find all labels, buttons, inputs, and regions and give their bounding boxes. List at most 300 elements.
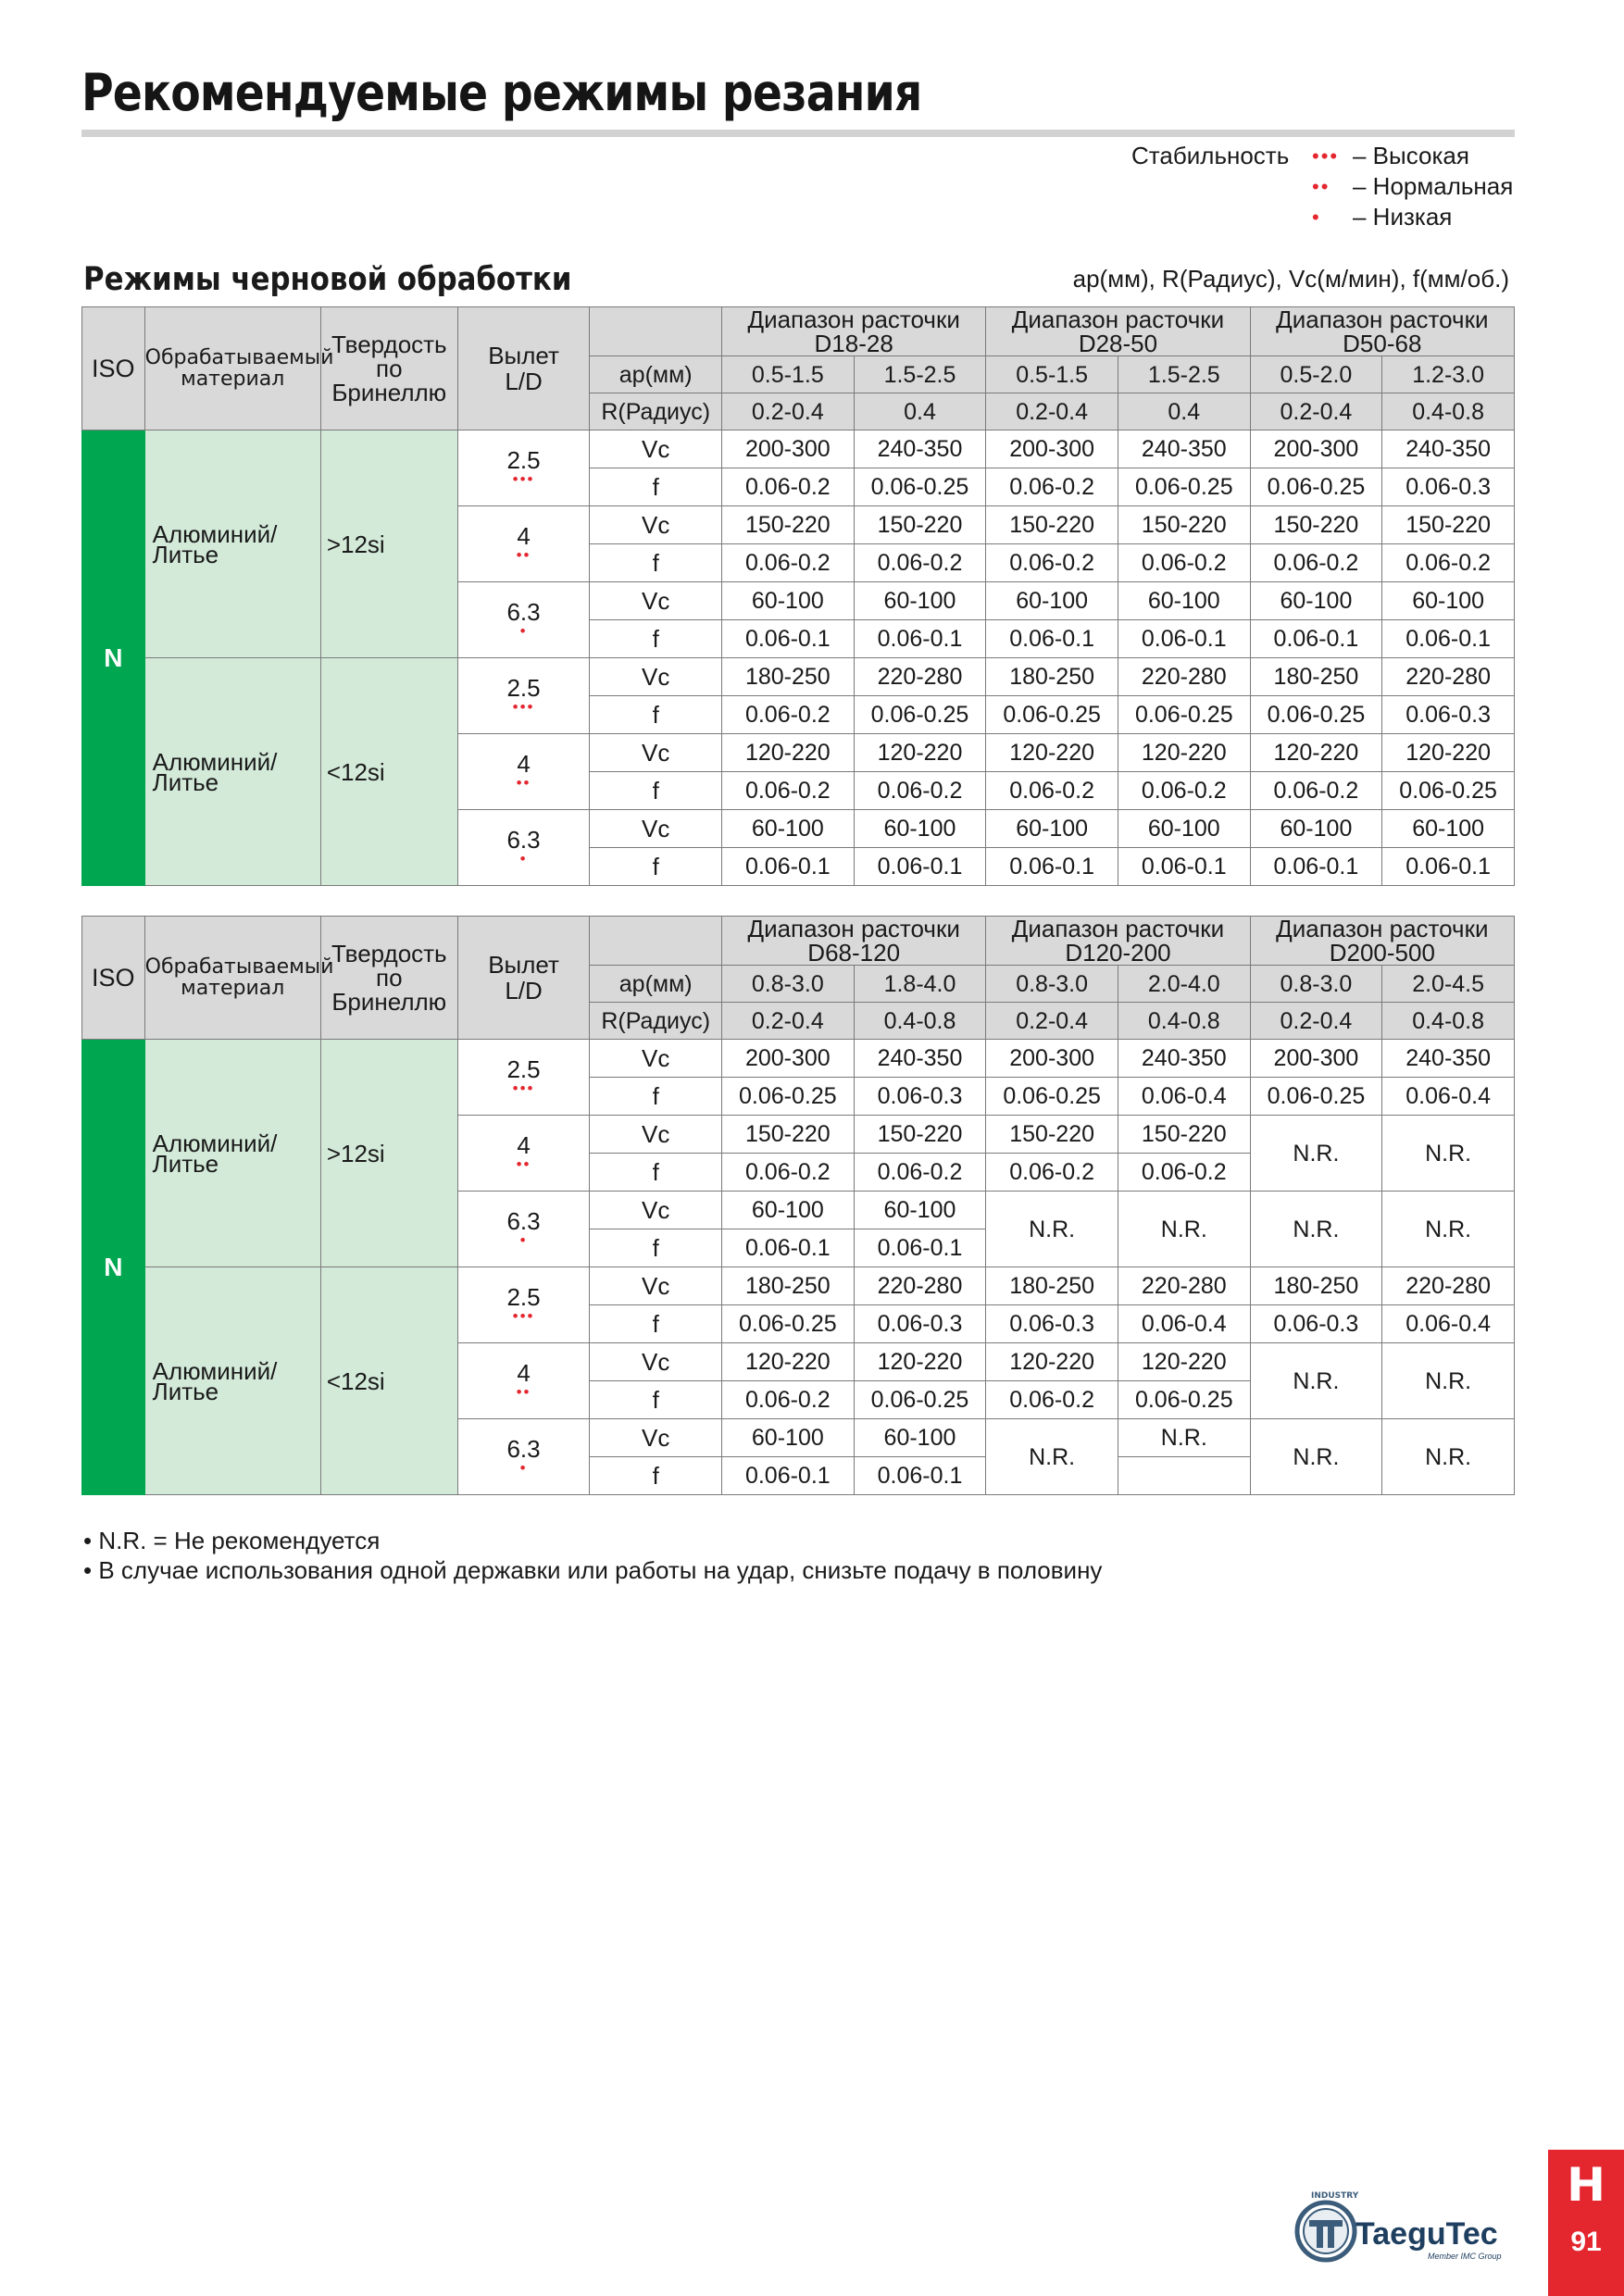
f-value: 0.06-0.1 [1382, 848, 1515, 886]
iso-group-n: N [82, 1040, 145, 1495]
radius-value: 0.2-0.4 [722, 1003, 855, 1040]
vc-value: 200-300 [1250, 430, 1382, 468]
material-line: Литье [152, 1149, 219, 1178]
f-value: 0.06-0.1 [722, 620, 855, 658]
nr-cell: N.R. [1250, 1192, 1382, 1267]
f-label: f [590, 1305, 722, 1343]
f-value: 0.06-0.2 [854, 1154, 986, 1192]
hardness-header-line: Бринеллю [331, 379, 447, 406]
legend-label: Стабильность [1131, 142, 1290, 169]
ld-value: 6.3 [506, 1434, 541, 1463]
vc-value: 180-250 [986, 658, 1118, 696]
f-label: f [590, 1381, 722, 1419]
range-label: Диапазон расточки [1276, 306, 1489, 333]
range-header [986, 917, 1250, 966]
f-value: 0.06-0.2 [1382, 544, 1515, 582]
nr-cell: N.R. [1118, 1192, 1250, 1267]
ap-value: 0.5-2.0 [1250, 356, 1382, 393]
f-value: 0.06-0.3 [986, 1305, 1118, 1343]
vc-value: 60-100 [986, 810, 1118, 848]
vc-value: 60-100 [854, 1419, 986, 1457]
f-label: f [590, 1457, 722, 1495]
ld-value: 4 [517, 749, 531, 778]
nr-cell: N.R. [1382, 1192, 1515, 1267]
vc-value: 120-220 [722, 734, 855, 772]
legend-text-low: – Низкая [1353, 203, 1453, 231]
table-row [82, 430, 1515, 468]
hardness-header-line: Бринеллю [331, 988, 447, 1016]
vc-value: 60-100 [854, 582, 986, 620]
nr-cell: N.R. [1250, 1343, 1382, 1419]
ld-value: 6.3 [506, 825, 541, 854]
vc-value: 180-250 [1250, 658, 1382, 696]
f-value: 0.06-0.1 [986, 620, 1118, 658]
f-value: 0.06-0.25 [1382, 772, 1515, 810]
vc-value: 180-250 [722, 1267, 855, 1305]
material-cell [144, 430, 320, 658]
stability-dots: ••• [512, 1079, 535, 1097]
stability-dots: • [519, 621, 528, 640]
vc-value: 60-100 [1250, 582, 1382, 620]
taegutec-logo [1289, 2185, 1520, 2265]
range-label: Диапазон расточки [1011, 306, 1225, 333]
range-header [1250, 917, 1514, 966]
blank-header [590, 307, 722, 356]
hardness-header-line: Твердость [331, 940, 447, 967]
f-value: 0.06-0.3 [854, 1305, 986, 1343]
ap-value: 0.5-1.5 [986, 356, 1118, 393]
f-value: 0.06-0.1 [722, 1457, 855, 1495]
ld-cell [457, 1192, 590, 1267]
stability-dots: ••• [512, 697, 535, 716]
vc-label: Vc [590, 734, 722, 772]
range-label: Диапазон расточки [747, 915, 960, 942]
range-value: D120-200 [1065, 939, 1171, 967]
ap-value: 0.8-3.0 [986, 966, 1118, 1003]
f-value: 0.06-0.4 [1118, 1078, 1250, 1116]
stability-dots: ••• [512, 469, 535, 488]
stability-dots: • [519, 849, 528, 867]
material-header-line: материал [181, 368, 285, 391]
f-value: 0.06-0.25 [854, 1381, 986, 1419]
hardness-header-line: по [376, 355, 403, 382]
ld-cell [457, 1419, 590, 1495]
units-note: ap(мм), R(Радиус), Vc(м/мин), f(мм/об.) [1072, 265, 1509, 293]
ld-cell [457, 430, 590, 506]
f-value: 0.06-0.2 [1250, 772, 1382, 810]
hardness-header [320, 917, 457, 1040]
ap-value: 2.0-4.5 [1382, 966, 1515, 1003]
iso-header: ISO [82, 307, 145, 430]
nr-cell: N.R. [986, 1192, 1118, 1267]
vc-value: 180-250 [986, 1267, 1118, 1305]
material-line: Литье [152, 540, 219, 568]
vc-value: 60-100 [854, 1192, 986, 1229]
material-header-line: материал [181, 977, 285, 1000]
ap-value: 0.8-3.0 [1250, 966, 1382, 1003]
ld-header-line: Вылет [488, 951, 559, 979]
table-row [82, 1267, 1515, 1305]
vc-value: 200-300 [986, 430, 1118, 468]
stability-dots: ••• [512, 1306, 535, 1325]
ld-header-line: L/D [505, 368, 543, 395]
vc-value: 150-220 [722, 506, 855, 544]
f-value: 0.06-0.25 [1250, 1078, 1382, 1116]
f-value: 0.06-0.1 [1118, 620, 1250, 658]
material-header [144, 307, 334, 430]
vc-label: Vc [590, 658, 722, 696]
ld-cell [457, 1267, 590, 1343]
vc-value: 240-350 [1118, 430, 1250, 468]
vc-value: 150-220 [1250, 506, 1382, 544]
hardness-cell: <12si [320, 658, 457, 886]
hardness-header-line: по [376, 964, 403, 992]
vc-label: Vc [590, 1116, 722, 1154]
f-value: 0.06-0.2 [986, 1381, 1118, 1419]
vc-value: 120-220 [986, 734, 1118, 772]
header-row [82, 917, 1515, 966]
f-value: 0.06-0.25 [1118, 1381, 1250, 1419]
f-value: 0.06-0.2 [1118, 544, 1250, 582]
vc-label: Vc [590, 430, 722, 468]
legend-dots-low: • [1312, 206, 1321, 229]
material-cell [144, 1267, 320, 1495]
nr-cell: N.R. [1382, 1343, 1515, 1419]
ld-header-line: Вылет [488, 342, 559, 369]
stability-dots: •• [516, 545, 531, 564]
vc-value: 240-350 [854, 1040, 986, 1078]
radius-label: R(Радиус) [590, 393, 722, 430]
range-label: Диапазон расточки [1011, 915, 1225, 942]
vc-value: 120-220 [986, 1343, 1118, 1381]
section-tab [1548, 2150, 1624, 2296]
f-value: 0.06-0.25 [986, 1078, 1118, 1116]
nr-cell: N.R. [1250, 1116, 1382, 1192]
vc-value: 60-100 [722, 582, 855, 620]
f-value: 0.06-0.4 [1382, 1305, 1515, 1343]
material-line: Алюминий/ [152, 519, 278, 548]
logo-sub-text: Member IMC Group [1428, 2252, 1502, 2261]
vc-value: 150-220 [1118, 506, 1250, 544]
material-line: Алюминий/ [152, 1129, 278, 1157]
vc-value: 120-220 [854, 1343, 986, 1381]
radius-value: 0.2-0.4 [1250, 393, 1382, 430]
page-number: 91 [1570, 2227, 1602, 2257]
f-value: 0.06-0.1 [854, 620, 986, 658]
ld-value: 6.3 [506, 597, 541, 626]
vc-value: 180-250 [1250, 1267, 1382, 1305]
ld-cell [457, 734, 590, 810]
f-value: 0.06-0.1 [1250, 848, 1382, 886]
range-label: Диапазон расточки [1276, 915, 1489, 942]
ld-value: 2.5 [506, 673, 541, 702]
vc-label: Vc [590, 1343, 722, 1381]
vc-label: Vc [590, 810, 722, 848]
nr-cell: N.R. [986, 1419, 1118, 1495]
vc-label: Vc [590, 1040, 722, 1078]
f-value: 0.06-0.25 [854, 468, 986, 506]
vc-value: 220-280 [854, 1267, 986, 1305]
vc-value: 120-220 [1118, 1343, 1250, 1381]
f-value: 0.06-0.25 [986, 696, 1118, 734]
nr-cell: N.R. [1382, 1116, 1515, 1192]
f-value: 0.06-0.1 [722, 1229, 855, 1267]
vc-value: 60-100 [722, 1192, 855, 1229]
table-row [82, 1040, 1515, 1078]
ld-cell [457, 582, 590, 658]
f-value: 0.06-0.2 [722, 1381, 855, 1419]
vc-value: 180-250 [722, 658, 855, 696]
section-letter: H [1567, 2158, 1605, 2212]
vc-value: 220-280 [1118, 658, 1250, 696]
f-label: f [590, 772, 722, 810]
legend-text-high: – Высокая [1353, 142, 1469, 169]
f-label: f [590, 468, 722, 506]
radius-value: 0.4 [1118, 393, 1250, 430]
f-value: 0.06-0.3 [1250, 1305, 1382, 1343]
ld-cell [457, 810, 590, 886]
ap-value: 0.8-3.0 [722, 966, 855, 1003]
f-value: 0.06-0.4 [1382, 1078, 1515, 1116]
vc-value: 60-100 [1382, 582, 1515, 620]
material-line: Литье [152, 767, 219, 796]
f-label: f [590, 848, 722, 886]
stability-legend [1131, 141, 1513, 232]
empty-cell [1118, 1457, 1250, 1495]
title-rule [81, 130, 1515, 137]
vc-value: 220-280 [1382, 658, 1515, 696]
f-label: f [590, 696, 722, 734]
f-value: 0.06-0.1 [854, 848, 986, 886]
range-header [986, 307, 1250, 356]
f-value: 0.06-0.2 [854, 544, 986, 582]
f-value: 0.06-0.1 [854, 1229, 986, 1267]
vc-label: Vc [590, 506, 722, 544]
section-title: Режимы черновой обработки [83, 261, 572, 298]
vc-value: 60-100 [722, 810, 855, 848]
radius-value: 0.4-0.8 [854, 1003, 986, 1040]
f-value: 0.06-0.1 [722, 848, 855, 886]
logo-top-text: INDUSTRY [1311, 2191, 1359, 2201]
ld-value: 2.5 [506, 1054, 541, 1083]
f-value: 0.06-0.2 [986, 544, 1118, 582]
f-value: 0.06-0.25 [854, 696, 986, 734]
nr-cell: N.R. [1118, 1419, 1250, 1457]
radius-value: 0.2-0.4 [1250, 1003, 1382, 1040]
f-value: 0.06-0.2 [722, 772, 855, 810]
radius-label: R(Радиус) [590, 1003, 722, 1040]
ld-header [457, 917, 590, 1040]
ld-value: 2.5 [506, 445, 541, 474]
range-value: D200-500 [1329, 939, 1435, 967]
ld-value: 2.5 [506, 1282, 541, 1311]
ld-value: 6.3 [506, 1206, 541, 1235]
iso-group-n: N [82, 430, 145, 886]
range-label: Диапазон расточки [747, 306, 960, 333]
ld-cell [457, 658, 590, 734]
f-value: 0.06-0.25 [1118, 696, 1250, 734]
vc-value: 60-100 [1118, 582, 1250, 620]
legend-dots-high: ••• [1312, 144, 1340, 168]
vc-value: 60-100 [1382, 810, 1515, 848]
stability-dots: •• [516, 773, 531, 792]
range-value: D68-120 [807, 939, 901, 967]
f-label: f [590, 1078, 722, 1116]
vc-value: 120-220 [854, 734, 986, 772]
material-line: Алюминий/ [152, 1356, 278, 1385]
vc-label: Vc [590, 582, 722, 620]
vc-value: 220-280 [1118, 1267, 1250, 1305]
vc-value: 200-300 [722, 430, 855, 468]
f-label: f [590, 1229, 722, 1267]
vc-value: 60-100 [1250, 810, 1382, 848]
vc-value: 220-280 [1382, 1267, 1515, 1305]
f-value: 0.06-0.2 [722, 696, 855, 734]
f-label: f [590, 544, 722, 582]
f-label: f [590, 1154, 722, 1192]
stability-dots: • [519, 1230, 528, 1249]
vc-value: 240-350 [1118, 1040, 1250, 1078]
f-value: 0.06-0.2 [986, 1154, 1118, 1192]
hardness-cell: <12si [320, 1267, 457, 1495]
vc-value: 200-300 [986, 1040, 1118, 1078]
stability-dots: •• [516, 1382, 531, 1401]
vc-value: 120-220 [1382, 734, 1515, 772]
vc-value: 150-220 [722, 1116, 855, 1154]
f-value: 0.06-0.2 [722, 544, 855, 582]
vc-value: 60-100 [986, 582, 1118, 620]
vc-label: Vc [590, 1267, 722, 1305]
material-cell [144, 658, 320, 886]
range-value: D50-68 [1343, 330, 1422, 357]
ap-value: 1.8-4.0 [854, 966, 986, 1003]
vc-value: 60-100 [854, 810, 986, 848]
vc-label: Vc [590, 1192, 722, 1229]
vc-value: 60-100 [722, 1419, 855, 1457]
footnotes [83, 1526, 1102, 1585]
page-title: Рекомендуемые режимы резания [81, 63, 922, 122]
hardness-header-line: Твердость [331, 331, 447, 358]
vc-value: 120-220 [722, 1343, 855, 1381]
vc-value: 240-350 [1382, 430, 1515, 468]
f-value: 0.06-0.2 [1118, 772, 1250, 810]
range-header [1250, 307, 1514, 356]
vc-value: 120-220 [1250, 734, 1382, 772]
f-label: f [590, 620, 722, 658]
f-value: 0.06-0.2 [722, 468, 855, 506]
stability-dots: •• [516, 1154, 531, 1173]
f-value: 0.06-0.25 [1250, 696, 1382, 734]
radius-value: 0.2-0.4 [986, 393, 1118, 430]
vc-value: 200-300 [1250, 1040, 1382, 1078]
cutting-table-2 [81, 916, 1515, 1495]
hardness-header [320, 307, 457, 430]
ld-value: 4 [517, 521, 531, 550]
vc-value: 220-280 [854, 658, 986, 696]
ld-header-line: L/D [505, 977, 543, 1004]
cutting-table-1 [81, 306, 1515, 886]
hardness-cell: >12si [320, 430, 457, 658]
f-value: 0.06-0.1 [1382, 620, 1515, 658]
f-value: 0.06-0.4 [1118, 1305, 1250, 1343]
ld-cell [457, 506, 590, 582]
f-value: 0.06-0.25 [722, 1078, 855, 1116]
legend-dots-normal: •• [1312, 175, 1330, 198]
material-header [144, 917, 334, 1040]
header-row [82, 307, 1515, 356]
ap-value: 1.5-2.5 [854, 356, 986, 393]
radius-value: 0.4-0.8 [1382, 393, 1515, 430]
radius-value: 0.4 [854, 393, 986, 430]
nr-cell: N.R. [1250, 1419, 1382, 1495]
ld-cell [457, 1343, 590, 1419]
ap-value: 1.2-3.0 [1382, 356, 1515, 393]
legend-text-normal: – Нормальная [1353, 172, 1514, 200]
f-value: 0.06-0.2 [1118, 1154, 1250, 1192]
radius-value: 0.2-0.4 [986, 1003, 1118, 1040]
range-value: D18-28 [814, 330, 893, 357]
iso-header: ISO [82, 917, 145, 1040]
material-header-line: Обрабатываемый [144, 955, 334, 979]
range-value: D28-50 [1078, 330, 1158, 357]
vc-value: 150-220 [854, 506, 986, 544]
f-value: 0.06-0.1 [854, 1457, 986, 1495]
ld-value: 4 [517, 1130, 531, 1159]
f-value: 0.06-0.25 [1250, 468, 1382, 506]
vc-label: Vc [590, 1419, 722, 1457]
vc-value: 240-350 [1382, 1040, 1515, 1078]
f-value: 0.06-0.1 [986, 848, 1118, 886]
hardness-cell: >12si [320, 1040, 457, 1267]
vc-value: 60-100 [1118, 810, 1250, 848]
stability-dots: • [519, 1458, 528, 1477]
logo-brand: TaeguTec [1355, 2216, 1498, 2252]
ap-label: ap(мм) [590, 966, 722, 1003]
ap-value: 1.5-2.5 [1118, 356, 1250, 393]
f-value: 0.06-0.2 [986, 772, 1118, 810]
ld-value: 4 [517, 1358, 531, 1387]
f-value: 0.06-0.1 [1250, 620, 1382, 658]
f-value: 0.06-0.1 [1118, 848, 1250, 886]
material-line: Литье [152, 1377, 219, 1405]
material-line: Алюминий/ [152, 747, 278, 776]
vc-value: 240-350 [854, 430, 986, 468]
footnote-nr: • N.R. = Не рекомендуется [83, 1527, 381, 1554]
ld-cell [457, 1116, 590, 1192]
material-cell [144, 1040, 320, 1267]
vc-value: 150-220 [986, 1116, 1118, 1154]
f-value: 0.06-0.3 [1382, 696, 1515, 734]
ap-label: ap(мм) [590, 356, 722, 393]
ld-cell [457, 1040, 590, 1116]
ld-header [457, 307, 590, 430]
f-value: 0.06-0.2 [986, 468, 1118, 506]
f-value: 0.06-0.2 [722, 1154, 855, 1192]
vc-value: 200-300 [722, 1040, 855, 1078]
ap-value: 2.0-4.0 [1118, 966, 1250, 1003]
vc-value: 120-220 [1118, 734, 1250, 772]
vc-value: 150-220 [854, 1116, 986, 1154]
f-value: 0.06-0.25 [1118, 468, 1250, 506]
vc-value: 150-220 [1382, 506, 1515, 544]
vc-value: 150-220 [986, 506, 1118, 544]
footnote-feed: • В случае использования одной державки или работы на удар, снизьте подачу в половину [83, 1556, 1103, 1584]
range-header [722, 307, 986, 356]
vc-value: 150-220 [1118, 1116, 1250, 1154]
f-value: 0.06-0.25 [722, 1305, 855, 1343]
f-value: 0.06-0.3 [854, 1078, 986, 1116]
f-value: 0.06-0.2 [854, 772, 986, 810]
